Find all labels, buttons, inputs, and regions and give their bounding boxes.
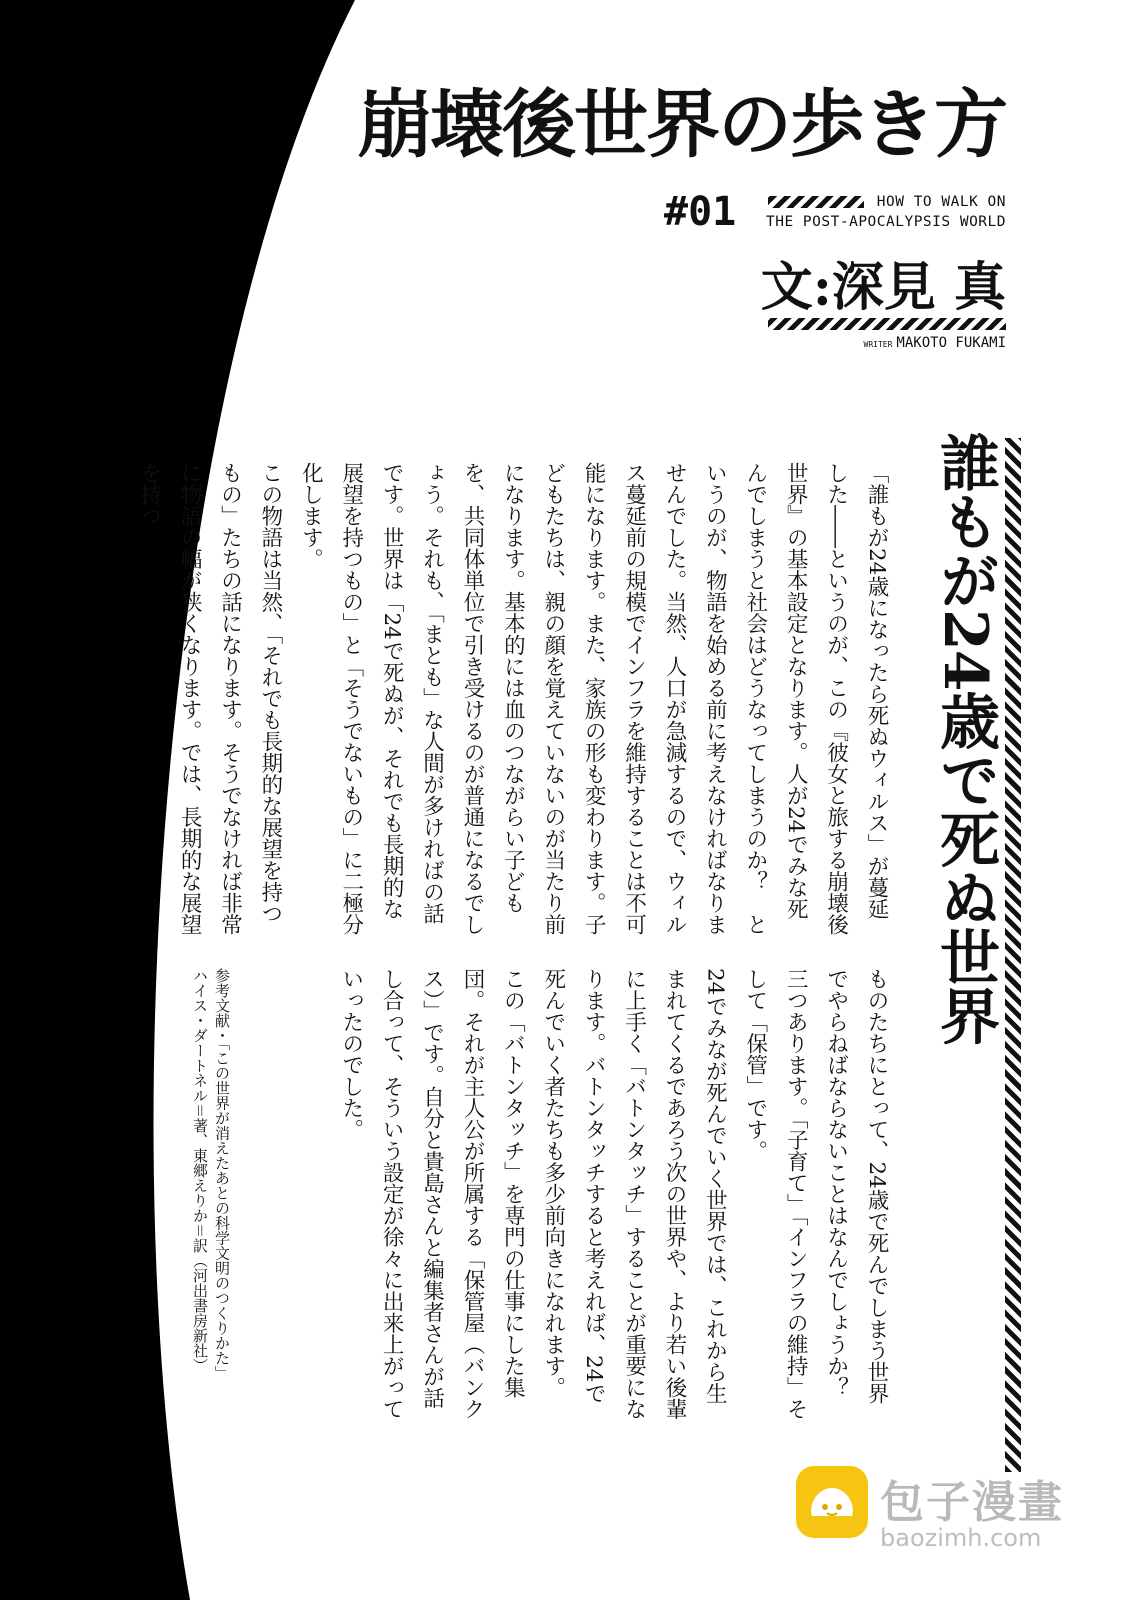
english-subtitle: [766, 192, 1006, 232]
episode-number: #01: [664, 189, 737, 235]
writer-name: MAKOTO FUKAMI: [896, 335, 1006, 351]
reference-line: ハイス・ダートネル＝著、東郷えりか＝訳（河出書房新社）: [191, 968, 209, 1374]
watermark: [794, 1464, 1094, 1574]
reference-line: 参考文献・「この世界が消えたあとの科学文明のつくりかた」: [213, 968, 231, 1381]
author-byline: 文:深見 真: [760, 257, 1006, 318]
paragraph: 三つあります。「子育て」「インフラの維持」そして「保管」です。: [742, 968, 809, 1420]
reference-note: [185, 968, 233, 1413]
article-heading: 誰もが24歳で死ぬ世界: [930, 432, 1000, 1045]
paragraph: この物語は当然、「それでも長期的な展望を持つもの」たちの話になります。そうでなければ非常に物語の幅が狭くなります。では、長期的な展望を持つ: [136, 462, 283, 935]
article-body-lower: [338, 968, 896, 1424]
paragraph: 「誰もが24歳になったら死ぬウィルス」が蔓延した――というのが、この『彼女と旅する崩壊後世界』の基本設定となります。人が24でみな死んでしまうと社会はどうなってしまうのか？ というのが、物語を始める前に考えなければなりませんでした。当然、人口が急減するので、ウィルス蔓延前の規模でインフラを維持することは不可能になります。また、家族の形も変わります。子どもたちは、親の顔を覚えていないのが当たり前になります。基本的には血のつながらい子どもを、共同体単位で引き受けるのが普通になるでしょう。それも、「まとも」な人間が多ければの話です。世界は「24で死ぬが、それでも長期的な展望を持つもの」と「そうでないもの」に二極分化します。: [298, 462, 889, 935]
paragraph: ものたちにとって、24歳で死んでしまう世界でやらねばならないことはなんでしょうか？: [823, 968, 889, 1404]
paragraph: 24でみなが死んでいく世界では、これから生まれてくるであろう次の世界や、より若い後輩に上手く「バトンタッチ」することが重要になります。バトンタッチすると考えれば、24で死んでいく者たちも多少前向きになれます。: [540, 968, 728, 1420]
hatch-divider-bottom: [768, 318, 1006, 330]
subtitle-line-1: HOW TO WALK ON: [876, 194, 1006, 210]
writer-label: WRITER: [863, 340, 893, 349]
watermark-brand: 包子漫畫: [880, 1477, 1064, 1528]
hatch-vertical-border: [1005, 438, 1021, 1472]
page-title: 崩壊後世界の歩き方: [358, 82, 1006, 168]
writer-credit: [864, 336, 1006, 350]
bun-logo-icon: [794, 1464, 870, 1540]
subtitle-line-2: THE POST-APOCALYPSIS WORLD: [766, 214, 1006, 230]
paragraph: この「バトンタッチ」を専門の仕事にした集団。それが主人公が所属する「保管屋（バンクス）」です。自分と貴島さんと編集者さんが話し合って、そういう設定が徐々に出来上がっていったのでした。: [338, 968, 526, 1420]
article-body-upper: [136, 462, 896, 938]
watermark-url: baozimh.com: [880, 1524, 1042, 1552]
